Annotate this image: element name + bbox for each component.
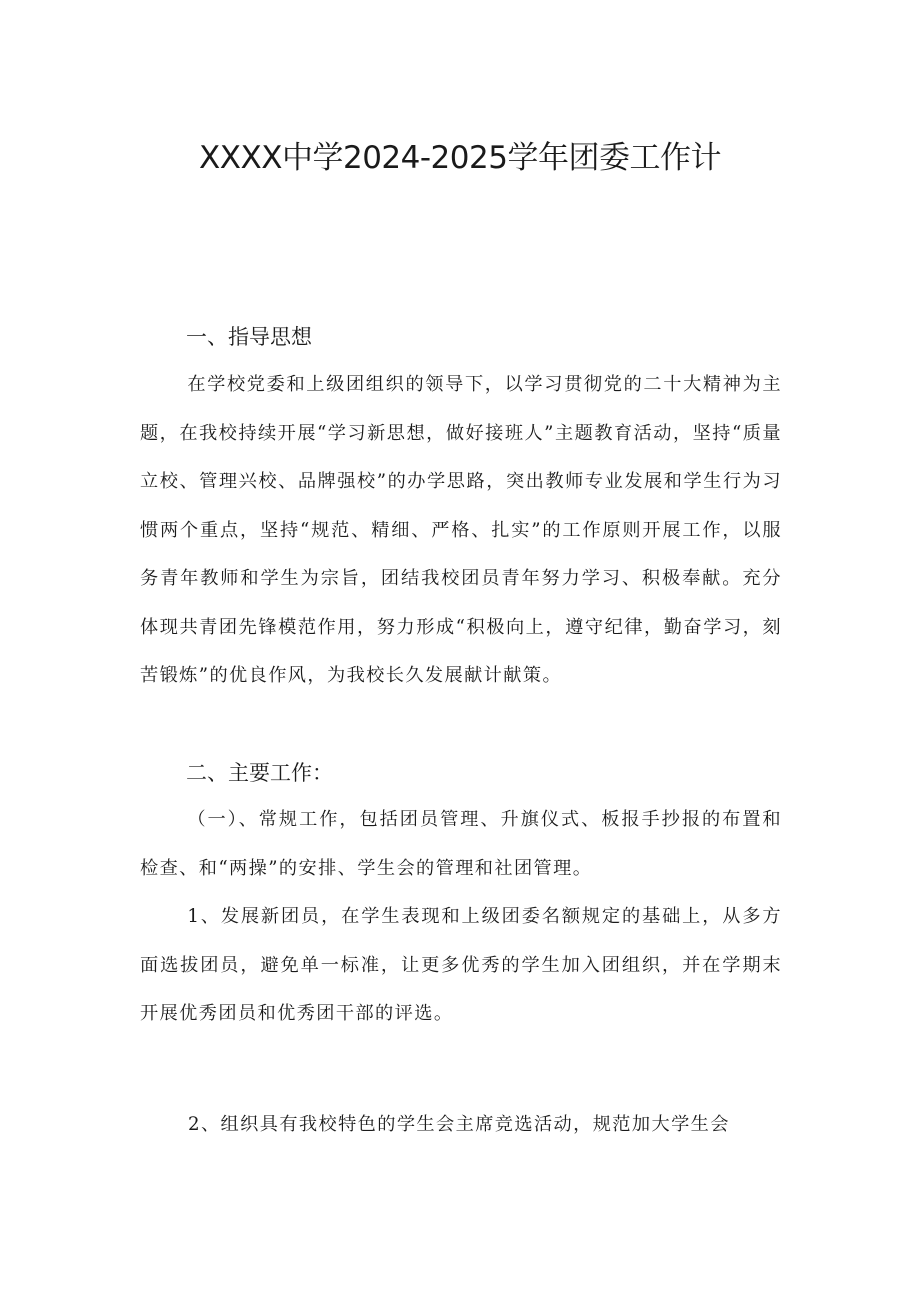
section-heading-guiding-ideology: 一、指导思想: [186, 325, 312, 349]
paragraph-routine-work: （一）、常规工作，包括团员管理、升旗仪式、板报手抄报的布置和检查、和“两操”的安排、学生会的管理和社团管理。: [140, 809, 782, 879]
paragraph-guiding-ideology: 在学校党委和上级团组织的领导下，以学习贯彻党的二十大精神为主题，在我校持续开展“学习新思想，做好接班人”主题教育活动，坚持“质量立校、管理兴校、品牌强校”的办学思路，突出教师专业发展和学生行为习惯两个重点，坚持“规范、精细、严格、扎实”的工作原则开展工作，以服务青年教师和学生为宗旨，团结我校团员青年努力学习、积极奉献。充分体现共青团先锋模范作用，努力形成“积极向上，遵守纪律，勤奋学习，刻苦锻炼”的优良作风，为我校长久发展献计献策。: [140, 374, 782, 686]
paragraph-item-1: 1、发展新团员，在学生表现和上级团委名额规定的基础上，从多方面选拔团员，避免单一标准，让更多优秀的学生加入团组织，并在学期末开展优秀团员和优秀团干部的评选。: [140, 906, 782, 1024]
section-heading-main-work: 二、主要工作：: [186, 761, 333, 785]
paragraph-item-2: 2、组织具有我校特色的学生会主席竞选活动，规范加大学生会: [188, 1114, 730, 1135]
document-title: XXXX中学2024-2025学年团委工作计: [199, 140, 721, 176]
